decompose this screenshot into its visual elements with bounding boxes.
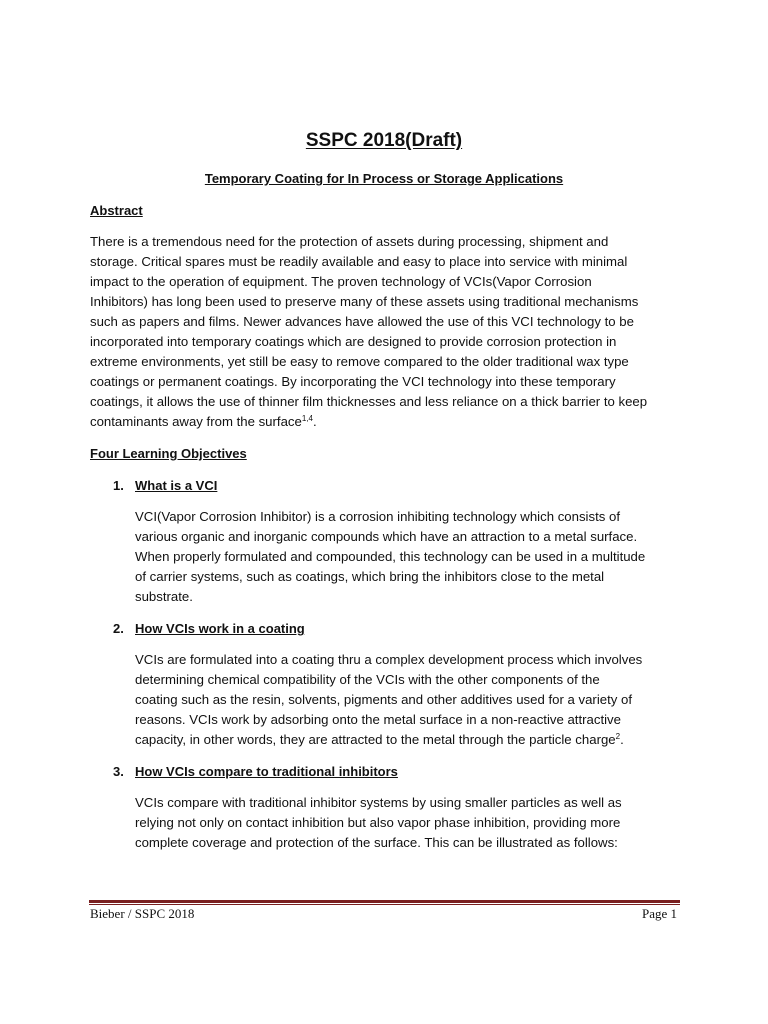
objective-line: reasons. VCIs work by adsorbing onto the metal surface in a non-reactive attractive [135, 712, 621, 727]
abstract-line: impact to the operation of equipment. The proven technology of VCIs(Vapor Corrosion [90, 274, 592, 289]
objective-3-heading [113, 764, 398, 779]
citation-superscript: 1,4 [301, 414, 313, 423]
footer-page-number: Page 1 [641, 906, 677, 921]
objective-title: How VCIs compare to traditional inhibitors [135, 764, 398, 779]
objective-line: VCIs compare with traditional inhibitor systems by using smaller particles as well as [135, 795, 622, 810]
abstract-line: storage. Critical spares must be readily available and easy to place into service with minimal [90, 254, 628, 269]
abstract-line: extreme environments, yet still be easy to remove compared to the older traditional wax type [90, 354, 629, 369]
objective-line: complete coverage and protection of the surface. This can be illustrated as follows: [135, 835, 618, 850]
document-title: SSPC 2018(Draft) [305, 130, 463, 151]
objective-line-last [135, 730, 695, 750]
footer-author: Bieber / SSPC 2018 [90, 906, 195, 921]
abstract-last-period: . [312, 414, 317, 429]
objective-1-paragraph [135, 507, 695, 607]
abstract-line: coatings or permanent coatings. By incorporating the VCI technology into these temporary [90, 374, 616, 389]
objective-line: various organic and inorganic compounds which have an attraction to a metal surface. [135, 529, 638, 544]
objective-title: How VCIs work in a coating [135, 621, 305, 636]
objective-3-paragraph [135, 793, 695, 853]
objective-line: When properly formulated and compounded, this technology can be used in a multitude [135, 549, 646, 564]
objective-last-period: . [620, 732, 624, 747]
objective-line: coating such as the resin, solvents, pigments and other additives used for a variety of [135, 692, 633, 707]
document-subtitle: Temporary Coating for In Process or Storage Applications [204, 171, 564, 186]
objective-line: of carrier systems, such as coatings, which bring the inhibitors close to the metal [135, 569, 605, 584]
abstract-line: Inhibitors) has long been used to preserve many of these assets using traditional mechanisms [90, 294, 639, 309]
abstract-paragraph [90, 232, 690, 432]
objective-line: substrate. [135, 589, 193, 604]
objective-2-heading [113, 621, 305, 636]
abstract-last-text: contaminants away from the surface [90, 414, 302, 429]
abstract-line: There is a tremendous need for the protection of assets during processing, shipment and [90, 234, 609, 249]
abstract-line: incorporated into temporary coatings which are designed to provide corrosion protection in [90, 334, 617, 349]
objectives-heading: Four Learning Objectives [90, 446, 247, 461]
objective-title: What is a VCI [135, 478, 218, 493]
abstract-heading: Abstract [90, 203, 143, 218]
objective-2-paragraph [135, 650, 695, 750]
objective-last-text: capacity, in other words, they are attracted to the metal through the particle charge [135, 732, 616, 747]
objective-line: relying not only on contact inhibition but also vapor phase inhibition, providing more [135, 815, 621, 830]
abstract-line: such as papers and films. Newer advances have allowed the use of this VCI technology to be [90, 314, 634, 329]
objective-line: VCIs are formulated into a coating thru a complex development process which involves [135, 652, 643, 667]
objective-line: determining chemical compatibility of the VCIs with the other components of the [135, 672, 600, 687]
abstract-line: coatings, it allows the use of thinner film thicknesses and less reliance on a thick barrier to keep [90, 394, 648, 409]
objective-line: VCI(Vapor Corrosion Inhibitor) is a corrosion inhibiting technology which consists of [135, 509, 620, 524]
footer-rule [89, 900, 680, 905]
objective-number: 1. [113, 478, 124, 493]
objective-1-heading [113, 478, 217, 493]
abstract-line-last [90, 412, 690, 432]
citation-superscript: 2 [615, 732, 621, 741]
objective-number: 3. [113, 764, 124, 779]
objective-number: 2. [113, 621, 124, 636]
